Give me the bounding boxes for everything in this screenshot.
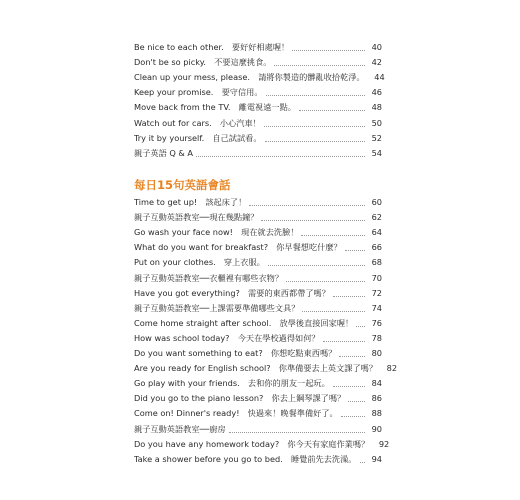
toc-entry xyxy=(134,406,382,421)
toc-entry-page-number: 40 xyxy=(371,42,382,53)
toc-entry xyxy=(134,146,382,161)
toc-entry-page-number: 92 xyxy=(378,438,390,449)
toc-entry-title: How was school today? 今天在學校過得如何？ xyxy=(134,332,320,343)
dot-leader xyxy=(274,65,365,66)
toc-entry xyxy=(134,85,382,100)
toc-entry-title: Have you got everything? 需要的東西都帶了嗎？ xyxy=(134,287,330,298)
toc-entry xyxy=(134,131,382,146)
toc-entry-title: Try it by yourself. 自己試試看。 xyxy=(134,132,262,143)
toc-entry xyxy=(134,346,382,361)
toc-entry-page-number: 60 xyxy=(371,197,382,208)
toc-entry-title: Watch out for cars. 小心汽車！ xyxy=(134,117,261,128)
dot-leader xyxy=(345,250,365,251)
toc-entry-page-number: 86 xyxy=(371,393,382,404)
toc-entry-page-number: 94 xyxy=(371,453,382,464)
toc-entry-title: Did you go to the piano lesson? 你去上鋼琴課了嗎？ xyxy=(134,393,346,404)
toc-entry xyxy=(134,331,382,346)
dot-leader xyxy=(333,296,365,297)
toc-entry xyxy=(134,301,382,316)
toc-entry-title: 親子互動英語教室──衣櫃裡有哪些衣物？ xyxy=(134,272,284,283)
toc-entry-page-number: 88 xyxy=(371,408,382,419)
toc-entry-title: Keep your promise. 要守信用。 xyxy=(134,87,263,98)
dot-leader xyxy=(360,462,366,463)
dot-leader xyxy=(266,95,365,96)
toc-entry-title: Move back from the TV. 離電視遠一點。 xyxy=(134,102,296,113)
toc-entry xyxy=(134,270,382,285)
dot-leader xyxy=(229,432,365,433)
toc-entry-title: Do you want something to eat? 你想吃點東西嗎？ xyxy=(134,348,337,359)
toc-list-bottom xyxy=(134,177,398,467)
section-title: 每日15句英語會話 xyxy=(134,178,231,192)
dot-leader xyxy=(299,110,365,111)
toc-entry-title: Take a shower before you go to bed. 睡覺前先去洗澡。 xyxy=(134,453,357,464)
toc-entry-page-number: 80 xyxy=(371,348,382,359)
toc-entry-title: Are you ready for English school? 你準備要去上英文課了嗎？ xyxy=(134,363,378,374)
toc-entry-page-number: 62 xyxy=(371,212,382,223)
toc-entry-title: 親子英語 Q & A xyxy=(134,147,193,158)
toc-entry-page-number: 64 xyxy=(371,227,382,238)
toc-entry-page-number: 74 xyxy=(371,302,382,313)
toc-entry-page-number: 70 xyxy=(371,272,382,283)
toc-entry-page-number: 90 xyxy=(371,423,382,434)
toc-entry-title: Put on your clothes. 穿上衣服。 xyxy=(134,257,265,268)
toc-entry xyxy=(134,210,382,225)
toc-entry-title: Come on! Dinner's ready! 快過來！晚餐準備好了。 xyxy=(134,408,338,419)
toc-entry xyxy=(134,361,398,376)
toc-entry-page-number: 76 xyxy=(371,317,382,328)
toc-entry xyxy=(134,195,382,210)
toc-list-top xyxy=(134,40,385,161)
toc-entry-page-number: 68 xyxy=(371,257,382,268)
toc-entry-title: Go play with your friends. 去和你的朋友一起玩。 xyxy=(134,378,330,389)
dot-leader xyxy=(341,416,365,417)
dot-leader xyxy=(302,311,365,312)
dot-leader xyxy=(265,141,365,142)
toc-entry-page-number: 54 xyxy=(371,147,382,158)
dot-leader xyxy=(348,401,365,402)
toc-entry-title: What do you want for breakfast? 你早餐想吃什麼？ xyxy=(134,242,342,253)
toc-entry xyxy=(134,452,382,467)
toc-entry-title: Time to get up! 該起床了！ xyxy=(134,197,247,208)
dot-leader xyxy=(261,220,365,221)
toc-entry-page-number: 50 xyxy=(371,117,382,128)
toc-entry xyxy=(134,421,382,436)
dot-leader xyxy=(333,386,365,387)
toc-entry-page-number: 48 xyxy=(371,102,382,113)
toc-entry xyxy=(134,100,382,115)
toc-entries xyxy=(134,195,398,467)
toc-entry-page-number: 78 xyxy=(371,332,382,343)
dot-leader xyxy=(356,326,365,327)
toc-entry-title: Be nice to each other. 要好好相處喔！ xyxy=(134,42,290,53)
toc-entry-page-number: 82 xyxy=(386,363,398,374)
toc-entry xyxy=(134,70,385,85)
toc-entry xyxy=(134,40,382,55)
dot-leader xyxy=(292,50,365,51)
dot-leader xyxy=(264,126,365,127)
toc-entry-page-number: 44 xyxy=(374,72,385,83)
toc-entry xyxy=(134,115,382,130)
toc-entry-page-number: 66 xyxy=(371,242,382,253)
toc-entry-page-number: 46 xyxy=(371,87,382,98)
toc-entry xyxy=(134,240,382,255)
toc-entry-title: Come home straight after school. 放學後直接回家喔！ xyxy=(134,317,354,328)
dot-leader xyxy=(268,265,365,266)
toc-entry xyxy=(134,391,382,406)
dot-leader xyxy=(286,281,365,282)
toc-entry-page-number: 84 xyxy=(371,378,382,389)
toc-entry xyxy=(134,225,382,240)
toc-entry xyxy=(134,55,382,70)
dot-leader xyxy=(301,235,365,236)
toc-entry-title: 親子互動英語教室──廚房 xyxy=(134,423,226,434)
toc-entry-title: Clean up your mess, please. 請將你製造的髒亂收拾乾淨。 xyxy=(134,72,365,83)
toc-entry xyxy=(134,376,382,391)
toc-entry-page-number: 42 xyxy=(371,57,382,68)
toc-entry-page-number: 52 xyxy=(371,132,382,143)
toc-entry xyxy=(134,437,390,452)
toc-entry-page-number: 72 xyxy=(371,287,382,298)
toc-entry-title: 親子互動英語教室──上課需要準備哪些文具？ xyxy=(134,302,300,313)
toc-entry xyxy=(134,255,382,270)
toc-entry-title: Do you have any homework today? 你今天有家庭作業嗎？ xyxy=(134,438,370,449)
toc-entry xyxy=(134,286,382,301)
toc-entry-title: Don't be so picky. 不要這麼挑食。 xyxy=(134,57,272,68)
dot-leader xyxy=(249,205,365,206)
toc-entry-title: Go wash your face now! 現在就去洗臉！ xyxy=(134,227,299,238)
dot-leader xyxy=(323,341,365,342)
toc-entry xyxy=(134,316,382,331)
dot-leader xyxy=(339,356,365,357)
dot-leader xyxy=(196,156,365,157)
toc-entry-title: 親子互動英語教室──現在幾點鐘？ xyxy=(134,212,259,223)
